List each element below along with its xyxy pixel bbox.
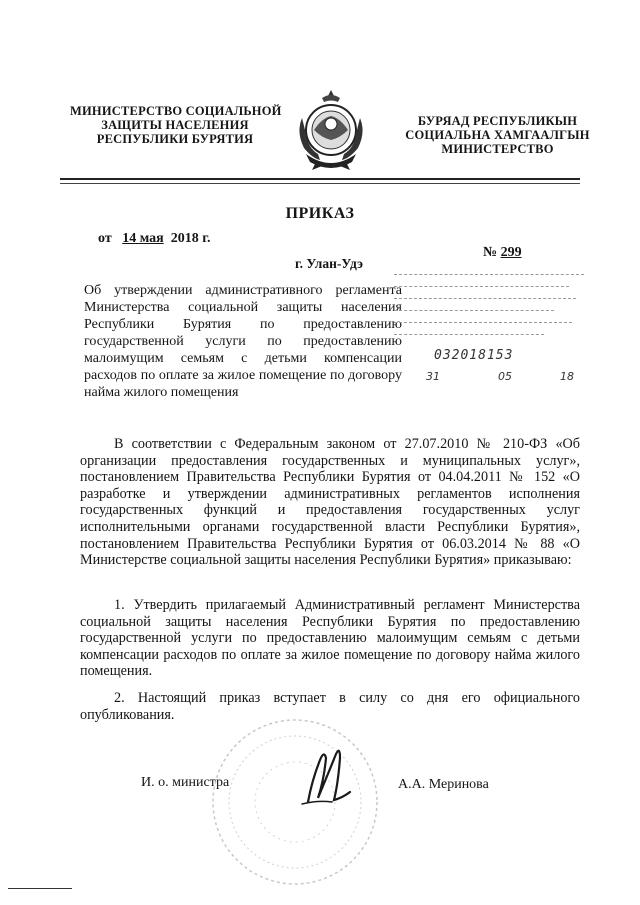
ministry-name-ru-line3: РЕСПУБЛИКИ БУРЯТИЯ <box>96 132 254 146</box>
ministry-name-bur-line1: БУРЯАД РЕСПУБЛИКЫН <box>417 114 578 128</box>
document-date <box>98 231 211 247</box>
document-city: г. Улан-Удэ <box>295 256 363 271</box>
official-seal-icon <box>205 712 385 892</box>
header-divider <box>60 178 580 180</box>
signatory-name: А.А. Меринова <box>398 777 489 792</box>
date-year: 2018 г. <box>170 231 211 246</box>
ministry-name-bur <box>405 114 590 156</box>
coat-of-arms-icon <box>292 88 370 172</box>
stamp-day: 31 <box>426 370 440 383</box>
order-item-2: 2. Настоящий приказ вступает в силу со дня его официального опубликования. <box>80 690 580 723</box>
ministry-name-ru-line2: ЗАЩИТЫ НАСЕЛЕНИЯ <box>101 118 249 132</box>
registration-stamp <box>394 270 584 390</box>
preamble-paragraph: В соответствии с Федеральным законом от 27.07.2010 № 210-ФЗ «Об организации предоставления государственных и муниципальных услуг», постановлением Правительства Республики Бурятия от 04.04.2011 № 152 «О разработке и утверждении административных регламентов исполнения государственных функций и предоставления государственных услуг исполнительными органами государственной власти Республики Бурятия», постановлением Правительства Республики Бурятия от 06.03.2014 № 88 «О Министерстве социальной защиты населения Республики Бурятия» приказываю: <box>80 436 580 569</box>
ministry-name-ru-line1: МИНИСТЕРСТВО СОЦИАЛЬНОЙ <box>70 104 282 118</box>
document-title: ПРИКАЗ <box>285 205 355 222</box>
date-prefix: от <box>98 231 112 246</box>
stamp-year: 18 <box>560 370 574 383</box>
date-value: 14 мая <box>122 231 164 246</box>
ministry-name-ru <box>70 104 280 146</box>
number-prefix: № <box>483 245 498 260</box>
stamp-registration-code: 032018153 <box>434 348 514 363</box>
order-item-1: 1. Утвердить прилагаемый Административный регламент Министерства социальной защиты населения Республики Бурятия по предоставлению государственной услуги по предоставлению малоимущим семьям с детьми компенсации расходов по оплате за жилое помещение по договору найма жилого помещения. <box>80 597 580 680</box>
ministry-name-bur-line3: МИНИСТЕРСТВО <box>441 142 554 156</box>
document-subject: Об утверждении административного регламента Министерства социальной защиты населения Республики Бурятия по предоставлению государственной услуги по предоставлению малоимущим семьям с детьми компенсации расходов по оплате за жилое помещение по договору найма жилого помещения <box>84 283 402 400</box>
handwritten-signature-icon <box>298 740 356 810</box>
stamp-month: 05 <box>498 370 512 383</box>
footnote-divider <box>8 888 72 889</box>
signatory-position: И. о. министра <box>141 775 230 790</box>
ministry-name-bur-line2: СОЦИАЛЬНА ХАМГААЛГЫН <box>405 128 590 142</box>
number-value: 299 <box>500 245 522 260</box>
document-number <box>483 245 522 261</box>
header-divider-thin <box>60 183 580 184</box>
